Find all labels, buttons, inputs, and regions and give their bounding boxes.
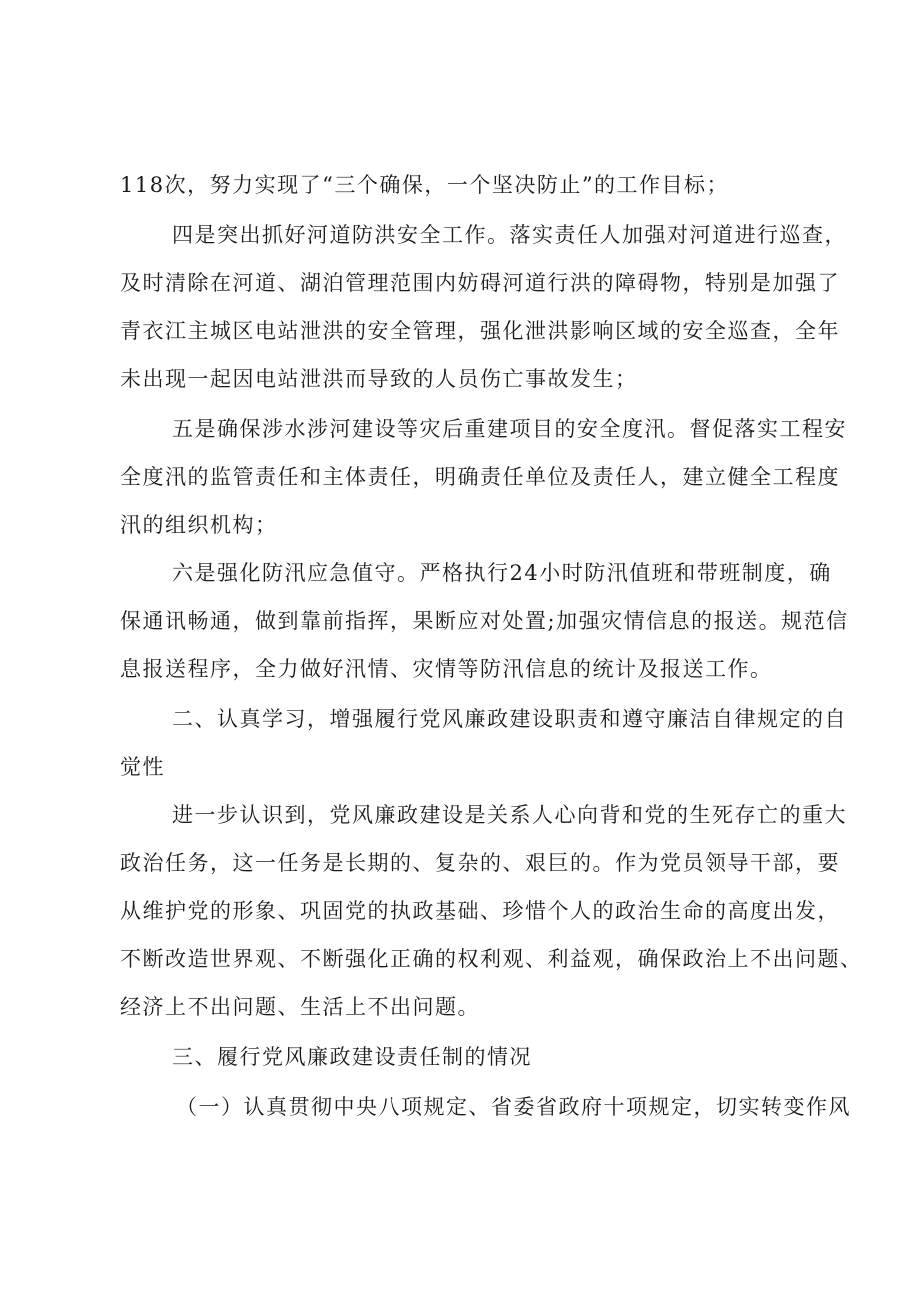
text-line-2: 四是突出抓好河道防洪安全工作。落实责任人加强对河道进行巡查， bbox=[172, 223, 847, 247]
text-line-20: （一）认真贯彻中央八项规定、省委省政府十项规定，切实转变作风 bbox=[176, 1095, 851, 1119]
text-line-14: 进一步认识到，党风廉政建设是关系人心向背和党的生死存亡的重大 bbox=[172, 803, 847, 827]
text-line-1: 118次，努力实现了“三个确保，一个坚决防止”的工作目标； bbox=[120, 173, 730, 197]
text-line-12: 二、认真学习，增强履行党风廉政建设职责和遵守廉洁自律规定的自 bbox=[172, 707, 847, 731]
text-line-16: 从维护党的形象、巩固党的执政基础、珍惜个人的政治生命的高度出发， bbox=[120, 899, 840, 923]
text-line-4: 青衣江主城区电站泄洪的安全管理，强化泄洪影响区域的安全巡查，全年 bbox=[120, 319, 840, 343]
text-line-8: 汛的组织机构； bbox=[120, 513, 278, 537]
text-line-18: 经济上不出问题、生活上不出问题。 bbox=[120, 995, 480, 1019]
text-line-7: 全度汛的监管责任和主体责任，明确责任单位及责任人，建立健全工程度 bbox=[120, 465, 840, 489]
text-line-11: 息报送程序，全力做好汛情、灾情等防汛信息的统计及报送工作。 bbox=[120, 657, 773, 681]
text-line-9: 六是强化防汛应急值守。严格执行24小时防汛值班和带班制度，确 bbox=[172, 561, 832, 585]
text-line-17: 不断改造世界观、不断强化正确的权利观、利益观，确保政治上不出问题、 bbox=[120, 947, 863, 971]
text-line-10: 保通讯畅通，做到靠前指挥，果断应对处置;加强灾情信息的报送。规范信 bbox=[120, 609, 849, 633]
text-line-6: 五是确保涉水涉河建设等灾后重建项目的安全度汛。督促落实工程安 bbox=[172, 417, 847, 441]
text-line-15: 政治任务，这一任务是长期的、复杂的、艰巨的。作为党员领导干部，要 bbox=[120, 851, 840, 875]
text-line-13: 觉性 bbox=[120, 755, 165, 779]
text-line-19: 三、履行党风廉政建设责任制的情况 bbox=[172, 1045, 532, 1069]
text-line-3: 及时清除在河道、湖泊管理范围内妨碍河道行洪的障碍物，特别是加强了 bbox=[120, 271, 840, 295]
text-line-5: 未出现一起因电站泄洪而导致的人员伤亡事故发生； bbox=[120, 367, 638, 391]
